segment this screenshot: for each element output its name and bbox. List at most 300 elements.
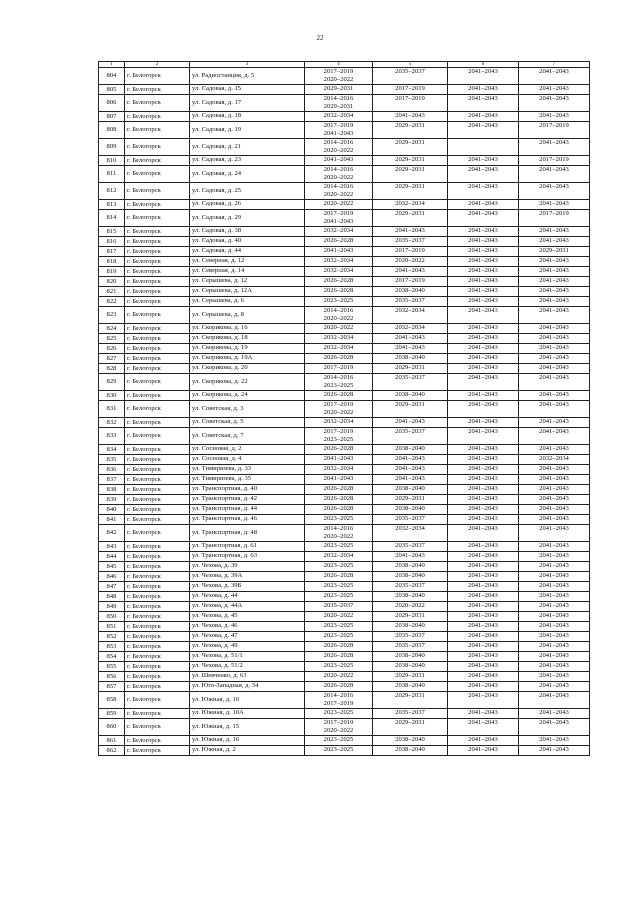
period-col7-cell: 2041–2043 bbox=[519, 632, 590, 642]
period-value: 2017–2019 bbox=[323, 68, 354, 75]
row-number-cell: 806 bbox=[99, 95, 125, 112]
table-row bbox=[99, 692, 590, 709]
period-value: 2026–2028 bbox=[323, 495, 354, 502]
period-col4-cell bbox=[305, 515, 373, 525]
period-col6-cell: 2041–2043 bbox=[448, 374, 519, 391]
row-number-cell: 815 bbox=[99, 227, 125, 237]
address-cell: ул. Чехова, д. 51/2 bbox=[190, 662, 305, 672]
row-number-cell: 856 bbox=[99, 672, 125, 682]
period-col7-cell: 2041–2043 bbox=[519, 95, 590, 112]
period-col7-cell: 2041–2043 bbox=[519, 562, 590, 572]
table-row bbox=[99, 307, 590, 324]
city-cell: г. Белогорск bbox=[125, 354, 190, 364]
row-number-cell: 819 bbox=[99, 267, 125, 277]
period-col6-cell: 2041–2043 bbox=[448, 324, 519, 334]
period-col7-cell: 2017–2019 bbox=[519, 210, 590, 227]
period-col6-cell: 2041–2043 bbox=[448, 85, 519, 95]
row-number-cell: 820 bbox=[99, 277, 125, 287]
period-col5-cell: 2032–2034 bbox=[373, 525, 448, 542]
period-col6-cell: 2041–2043 bbox=[448, 746, 519, 756]
period-col5-cell: 2029–2031 bbox=[373, 612, 448, 622]
period-col4-cell bbox=[305, 736, 373, 746]
period-col7-cell: 2041–2043 bbox=[519, 267, 590, 277]
period-col5-cell: 2041–2043 bbox=[373, 465, 448, 475]
period-col6-cell: 2041–2043 bbox=[448, 455, 519, 465]
period-col4-cell bbox=[305, 692, 373, 709]
period-value: 2023–2025 bbox=[323, 297, 354, 304]
period-col6-cell: 2041–2043 bbox=[448, 257, 519, 267]
period-col6-cell: 2041–2043 bbox=[448, 709, 519, 719]
period-value: 2014–2016 bbox=[323, 95, 354, 102]
row-number-cell: 808 bbox=[99, 122, 125, 139]
table-row bbox=[99, 344, 590, 354]
city-cell: г. Белогорск bbox=[125, 632, 190, 642]
period-value: 2020–2022 bbox=[323, 200, 354, 207]
row-number-cell: 839 bbox=[99, 495, 125, 505]
period-col7-cell: 2041–2043 bbox=[519, 183, 590, 200]
address-cell: ул. Транспортная, д. 42 bbox=[190, 495, 305, 505]
period-col6-cell: 2041–2043 bbox=[448, 662, 519, 672]
period-col5-cell: 2017–2019 bbox=[373, 277, 448, 287]
row-number-cell: 810 bbox=[99, 156, 125, 166]
city-cell: г. Белогорск bbox=[125, 552, 190, 562]
period-col6-cell: 2041–2043 bbox=[448, 692, 519, 709]
period-col7-cell: 2041–2043 bbox=[519, 662, 590, 672]
period-col4-cell bbox=[305, 287, 373, 297]
city-cell: г. Белогорск bbox=[125, 95, 190, 112]
row-number-cell: 837 bbox=[99, 475, 125, 485]
period-col7-cell: 2041–2043 bbox=[519, 277, 590, 287]
address-cell: ул. Чехова, д. 39А bbox=[190, 572, 305, 582]
city-cell: г. Белогорск bbox=[125, 582, 190, 592]
period-value: 2020–2022 bbox=[323, 191, 354, 198]
city-cell: г. Белогорск bbox=[125, 736, 190, 746]
address-cell: ул. Серышева, д. 8 bbox=[190, 307, 305, 324]
period-col5-cell: 2038–2040 bbox=[373, 287, 448, 297]
column-number: 3 bbox=[190, 62, 305, 68]
row-number-cell: 818 bbox=[99, 257, 125, 267]
row-number-cell: 860 bbox=[99, 719, 125, 736]
column-number: 7 bbox=[519, 62, 590, 68]
period-col6-cell: 2041–2043 bbox=[448, 495, 519, 505]
address-cell: ул. Садовая, д. 25 bbox=[190, 183, 305, 200]
period-col6-cell: 2041–2043 bbox=[448, 572, 519, 582]
period-col7-cell: 2041–2043 bbox=[519, 391, 590, 401]
address-cell: ул. Чехова, д. 44А bbox=[190, 602, 305, 612]
period-col5-cell: 2029–2031 bbox=[373, 719, 448, 736]
period-col6-cell: 2041–2043 bbox=[448, 736, 519, 746]
period-col4-cell bbox=[305, 166, 373, 183]
row-number-cell: 821 bbox=[99, 287, 125, 297]
address-cell: ул. Сосновая, д. 2 bbox=[190, 445, 305, 455]
period-value: 2020–2022 bbox=[323, 324, 354, 331]
period-value: 2032–2034 bbox=[323, 227, 354, 234]
table-row bbox=[99, 287, 590, 297]
address-cell: ул. Чехова, д. 39Б bbox=[190, 582, 305, 592]
row-number-cell: 830 bbox=[99, 391, 125, 401]
city-cell: г. Белогорск bbox=[125, 401, 190, 418]
city-cell: г. Белогорск bbox=[125, 505, 190, 515]
address-cell: ул. Чехова, д. 39 bbox=[190, 562, 305, 572]
period-value: 2023–2025 bbox=[323, 382, 354, 389]
city-cell: г. Белогорск bbox=[125, 227, 190, 237]
row-number-cell: 857 bbox=[99, 682, 125, 692]
period-col6-cell: 2041–2043 bbox=[448, 418, 519, 428]
table-row bbox=[99, 652, 590, 662]
table-row bbox=[99, 672, 590, 682]
period-col4-cell bbox=[305, 307, 373, 324]
period-col7-cell: 2041–2043 bbox=[519, 334, 590, 344]
column-number: 6 bbox=[448, 62, 519, 68]
city-cell: г. Белогорск bbox=[125, 572, 190, 582]
city-cell: г. Белогорск bbox=[125, 525, 190, 542]
row-number-cell: 845 bbox=[99, 562, 125, 572]
address-cell: ул. Южная, д. 2 bbox=[190, 746, 305, 756]
period-col7-cell: 2041–2043 bbox=[519, 542, 590, 552]
table-row bbox=[99, 552, 590, 562]
period-col5-cell: 2035–2037 bbox=[373, 709, 448, 719]
period-col5-cell: 2029–2031 bbox=[373, 692, 448, 709]
period-col6-cell: 2041–2043 bbox=[448, 592, 519, 602]
period-col5-cell: 2035–2037 bbox=[373, 68, 448, 85]
period-col5-cell: 2029–2031 bbox=[373, 139, 448, 156]
table-row bbox=[99, 139, 590, 156]
period-col4-cell bbox=[305, 602, 373, 612]
period-col4-cell bbox=[305, 592, 373, 602]
period-col5-cell: 2020–2022 bbox=[373, 602, 448, 612]
row-number-cell: 843 bbox=[99, 542, 125, 552]
city-cell: г. Белогорск bbox=[125, 418, 190, 428]
period-col6-cell: 2041–2043 bbox=[448, 391, 519, 401]
address-cell: ул. Садовая, д. 21 bbox=[190, 139, 305, 156]
row-number-cell: 847 bbox=[99, 582, 125, 592]
period-col4-cell bbox=[305, 200, 373, 210]
table-row bbox=[99, 505, 590, 515]
row-number-cell: 809 bbox=[99, 139, 125, 156]
period-col6-cell: 2041–2043 bbox=[448, 277, 519, 287]
period-col6-cell: 2041–2043 bbox=[448, 112, 519, 122]
period-col5-cell: 2035–2037 bbox=[373, 374, 448, 391]
city-cell: г. Белогорск bbox=[125, 622, 190, 632]
table-row bbox=[99, 582, 590, 592]
city-cell: г. Белогорск bbox=[125, 139, 190, 156]
table-row bbox=[99, 257, 590, 267]
row-number-cell: 816 bbox=[99, 237, 125, 247]
period-col4-cell bbox=[305, 652, 373, 662]
row-number-cell: 805 bbox=[99, 85, 125, 95]
table-row bbox=[99, 267, 590, 277]
address-cell: ул. Чехова, д. 47 bbox=[190, 632, 305, 642]
period-col6-cell: 2041–2043 bbox=[448, 632, 519, 642]
period-col7-cell: 2041–2043 bbox=[519, 552, 590, 562]
period-value: 2023–2025 bbox=[323, 736, 354, 743]
city-cell: г. Белогорск bbox=[125, 287, 190, 297]
address-cell: ул. Скорикова, д. 18 bbox=[190, 334, 305, 344]
period-col7-cell: 2041–2043 bbox=[519, 515, 590, 525]
period-col7-cell: 2041–2043 bbox=[519, 582, 590, 592]
city-cell: г. Белогорск bbox=[125, 391, 190, 401]
period-col4-cell bbox=[305, 642, 373, 652]
period-value: 2020–2022 bbox=[323, 672, 354, 679]
period-col7-cell: 2041–2043 bbox=[519, 68, 590, 85]
period-col4-cell bbox=[305, 374, 373, 391]
period-col7-cell: 2041–2043 bbox=[519, 227, 590, 237]
city-cell: г. Белогорск bbox=[125, 68, 190, 85]
table-row bbox=[99, 622, 590, 632]
period-col5-cell: 2035–2037 bbox=[373, 542, 448, 552]
city-cell: г. Белогорск bbox=[125, 692, 190, 709]
row-number-cell: 836 bbox=[99, 465, 125, 475]
table-row bbox=[99, 227, 590, 237]
period-col5-cell: 2038–2040 bbox=[373, 682, 448, 692]
period-value: 2017–2019 bbox=[323, 122, 354, 129]
table-row bbox=[99, 485, 590, 495]
period-col7-cell: 2041–2043 bbox=[519, 672, 590, 682]
row-number-cell: 855 bbox=[99, 662, 125, 672]
city-cell: г. Белогорск bbox=[125, 307, 190, 324]
city-cell: г. Белогорск bbox=[125, 562, 190, 572]
period-col7-cell: 2041–2043 bbox=[519, 612, 590, 622]
period-value: 2023–2025 bbox=[323, 662, 354, 669]
period-col4-cell bbox=[305, 85, 373, 95]
period-value: 2014–2016 bbox=[323, 692, 354, 699]
period-value: 2020–2022 bbox=[323, 174, 354, 181]
table-row bbox=[99, 297, 590, 307]
address-cell: ул. Чехова, д. 51/1 bbox=[190, 652, 305, 662]
period-value: 2014–2016 bbox=[323, 166, 354, 173]
period-col5-cell: 2035–2037 bbox=[373, 297, 448, 307]
row-number-cell: 822 bbox=[99, 297, 125, 307]
period-col4-cell bbox=[305, 237, 373, 247]
address-cell: ул. Скорикова, д. 16 bbox=[190, 324, 305, 334]
city-cell: г. Белогорск bbox=[125, 592, 190, 602]
period-col4-cell bbox=[305, 277, 373, 287]
address-cell: ул. Серышева, д. 12 bbox=[190, 277, 305, 287]
table-row bbox=[99, 572, 590, 582]
period-col6-cell: 2041–2043 bbox=[448, 68, 519, 85]
period-col7-cell: 2041–2043 bbox=[519, 572, 590, 582]
address-cell: ул. Скорикова, д. 19А bbox=[190, 354, 305, 364]
period-col5-cell: 2041–2043 bbox=[373, 475, 448, 485]
row-number-cell: 814 bbox=[99, 210, 125, 227]
period-col6-cell: 2041–2043 bbox=[448, 156, 519, 166]
table-row bbox=[99, 495, 590, 505]
period-value: 2041–2043 bbox=[323, 156, 354, 163]
period-col6-cell: 2041–2043 bbox=[448, 719, 519, 736]
period-value: 2029–2031 bbox=[323, 85, 354, 92]
table-row bbox=[99, 401, 590, 418]
period-value: 2026–2028 bbox=[323, 485, 354, 492]
period-col4-cell bbox=[305, 428, 373, 445]
period-value: 2026–2028 bbox=[323, 682, 354, 689]
period-col4-cell bbox=[305, 505, 373, 515]
period-col7-cell: 2041–2043 bbox=[519, 445, 590, 455]
period-value: 2041–2043 bbox=[323, 130, 354, 137]
address-cell: ул. Южная, д. 10А bbox=[190, 709, 305, 719]
row-number-cell: 825 bbox=[99, 334, 125, 344]
period-col7-cell: 2041–2043 bbox=[519, 287, 590, 297]
period-value: 2026–2028 bbox=[323, 354, 354, 361]
row-number-cell: 807 bbox=[99, 112, 125, 122]
table-row bbox=[99, 324, 590, 334]
table-row bbox=[99, 632, 590, 642]
row-number-cell: 858 bbox=[99, 692, 125, 709]
address-cell: ул. Садовая, д. 44 bbox=[190, 247, 305, 257]
table-row bbox=[99, 364, 590, 374]
period-value: 2014–2016 bbox=[323, 307, 354, 314]
city-cell: г. Белогорск bbox=[125, 662, 190, 672]
period-col6-cell: 2041–2043 bbox=[448, 210, 519, 227]
table-row bbox=[99, 237, 590, 247]
period-col5-cell: 2038–2040 bbox=[373, 662, 448, 672]
period-value: 2023–2025 bbox=[323, 592, 354, 599]
period-col6-cell: 2041–2043 bbox=[448, 334, 519, 344]
table-row bbox=[99, 210, 590, 227]
table-row bbox=[99, 183, 590, 200]
period-col4-cell bbox=[305, 485, 373, 495]
city-cell: г. Белогорск bbox=[125, 495, 190, 505]
address-cell: ул. Чехова, д. 44 bbox=[190, 592, 305, 602]
period-col6-cell: 2041–2043 bbox=[448, 227, 519, 237]
period-col7-cell: 2032–2034 bbox=[519, 455, 590, 465]
period-col7-cell: 2041–2043 bbox=[519, 622, 590, 632]
address-cell: ул. Юго-Западная, д. 34 bbox=[190, 682, 305, 692]
period-col4-cell bbox=[305, 122, 373, 139]
period-value: 2041–2043 bbox=[323, 247, 354, 254]
period-col7-cell: 2041–2043 bbox=[519, 354, 590, 364]
period-value: 2041–2043 bbox=[323, 455, 354, 462]
period-value: 2026–2028 bbox=[323, 652, 354, 659]
period-value: 2020–2022 bbox=[323, 612, 354, 619]
table-row bbox=[99, 465, 590, 475]
period-col6-cell: 2041–2043 bbox=[448, 525, 519, 542]
period-value: 2020–2022 bbox=[323, 76, 354, 83]
period-value: 2026–2028 bbox=[323, 237, 354, 244]
period-value: 2014–2016 bbox=[323, 139, 354, 146]
period-col4-cell bbox=[305, 401, 373, 418]
city-cell: г. Белогорск bbox=[125, 719, 190, 736]
city-cell: г. Белогорск bbox=[125, 344, 190, 354]
period-col6-cell: 2041–2043 bbox=[448, 307, 519, 324]
period-value: 2020–2022 bbox=[323, 315, 354, 322]
table-body bbox=[99, 68, 590, 756]
city-cell: г. Белогорск bbox=[125, 210, 190, 227]
period-col7-cell: 2041–2043 bbox=[519, 166, 590, 183]
period-col6-cell: 2041–2043 bbox=[448, 475, 519, 485]
table-row bbox=[99, 68, 590, 85]
city-cell: г. Белогорск bbox=[125, 277, 190, 287]
period-value: 2032–2034 bbox=[323, 465, 354, 472]
city-cell: г. Белогорск bbox=[125, 445, 190, 455]
table-row bbox=[99, 112, 590, 122]
period-value: 2041–2043 bbox=[323, 218, 354, 225]
period-col4-cell bbox=[305, 562, 373, 572]
table-row bbox=[99, 428, 590, 445]
period-col5-cell: 2029–2031 bbox=[373, 495, 448, 505]
period-col6-cell: 2041–2043 bbox=[448, 682, 519, 692]
period-value: 2020–2022 bbox=[323, 409, 354, 416]
period-value: 2017–2019 bbox=[323, 719, 354, 726]
table-row bbox=[99, 156, 590, 166]
period-col5-cell: 2041–2043 bbox=[373, 227, 448, 237]
period-value: 2017–2019 bbox=[323, 364, 354, 371]
period-col5-cell: 2035–2037 bbox=[373, 515, 448, 525]
address-cell: ул. Садовая, д. 24 bbox=[190, 166, 305, 183]
table-row bbox=[99, 277, 590, 287]
period-col4-cell bbox=[305, 662, 373, 672]
period-col4-cell bbox=[305, 95, 373, 112]
address-cell: ул. Транспортная, д. 46 bbox=[190, 515, 305, 525]
period-col5-cell: 2032–2034 bbox=[373, 324, 448, 334]
period-col6-cell: 2041–2043 bbox=[448, 612, 519, 622]
period-value: 2020–2022 bbox=[323, 727, 354, 734]
period-col7-cell: 2041–2043 bbox=[519, 485, 590, 495]
city-cell: г. Белогорск bbox=[125, 156, 190, 166]
period-value: 2026–2028 bbox=[323, 391, 354, 398]
period-col4-cell bbox=[305, 267, 373, 277]
city-cell: г. Белогорск bbox=[125, 112, 190, 122]
period-col6-cell: 2041–2043 bbox=[448, 183, 519, 200]
period-col4-cell bbox=[305, 391, 373, 401]
row-number-cell: 829 bbox=[99, 374, 125, 391]
period-col4-cell bbox=[305, 112, 373, 122]
period-col6-cell: 2041–2043 bbox=[448, 267, 519, 277]
period-col5-cell: 2029–2031 bbox=[373, 156, 448, 166]
period-value: 2023–2025 bbox=[323, 622, 354, 629]
period-value: 2020–2022 bbox=[323, 147, 354, 154]
address-cell: ул. Транспортная, д. 61 bbox=[190, 542, 305, 552]
table-row bbox=[99, 642, 590, 652]
period-value: 2014–2016 bbox=[323, 374, 354, 381]
period-col5-cell: 2041–2043 bbox=[373, 455, 448, 465]
period-col7-cell: 2041–2043 bbox=[519, 475, 590, 485]
period-col4-cell bbox=[305, 709, 373, 719]
table-row bbox=[99, 662, 590, 672]
address-cell: ул. Южная, д. 10 bbox=[190, 692, 305, 709]
period-col6-cell: 2041–2043 bbox=[448, 505, 519, 515]
period-col4-cell bbox=[305, 572, 373, 582]
address-cell: ул. Садовая, д. 19 bbox=[190, 122, 305, 139]
period-col7-cell: 2017–2019 bbox=[519, 156, 590, 166]
city-cell: г. Белогорск bbox=[125, 374, 190, 391]
city-cell: г. Белогорск bbox=[125, 682, 190, 692]
period-value: 2032–2034 bbox=[323, 267, 354, 274]
row-number-cell: 835 bbox=[99, 455, 125, 465]
table-row bbox=[99, 85, 590, 95]
period-col6-cell: 2041–2043 bbox=[448, 287, 519, 297]
table-row bbox=[99, 391, 590, 401]
table-row bbox=[99, 592, 590, 602]
row-number-cell: 849 bbox=[99, 602, 125, 612]
period-col5-cell: 2035–2037 bbox=[373, 428, 448, 445]
row-number-cell: 828 bbox=[99, 364, 125, 374]
period-col6-cell: 2041–2043 bbox=[448, 552, 519, 562]
address-cell: ул. Советская, д. 3 bbox=[190, 401, 305, 418]
period-col6-cell: 2041–2043 bbox=[448, 166, 519, 183]
period-col6-cell: 2041–2043 bbox=[448, 95, 519, 112]
period-col4-cell bbox=[305, 542, 373, 552]
row-number-cell: 841 bbox=[99, 515, 125, 525]
period-col7-cell: 2041–2043 bbox=[519, 652, 590, 662]
period-col7-cell: 2041–2043 bbox=[519, 112, 590, 122]
period-col7-cell: 2041–2043 bbox=[519, 602, 590, 612]
period-col5-cell: 2038–2040 bbox=[373, 592, 448, 602]
city-cell: г. Белогорск bbox=[125, 85, 190, 95]
period-col5-cell: 2038–2040 bbox=[373, 485, 448, 495]
period-col5-cell: 2041–2043 bbox=[373, 267, 448, 277]
period-col5-cell: 2038–2040 bbox=[373, 652, 448, 662]
row-number-cell: 852 bbox=[99, 632, 125, 642]
